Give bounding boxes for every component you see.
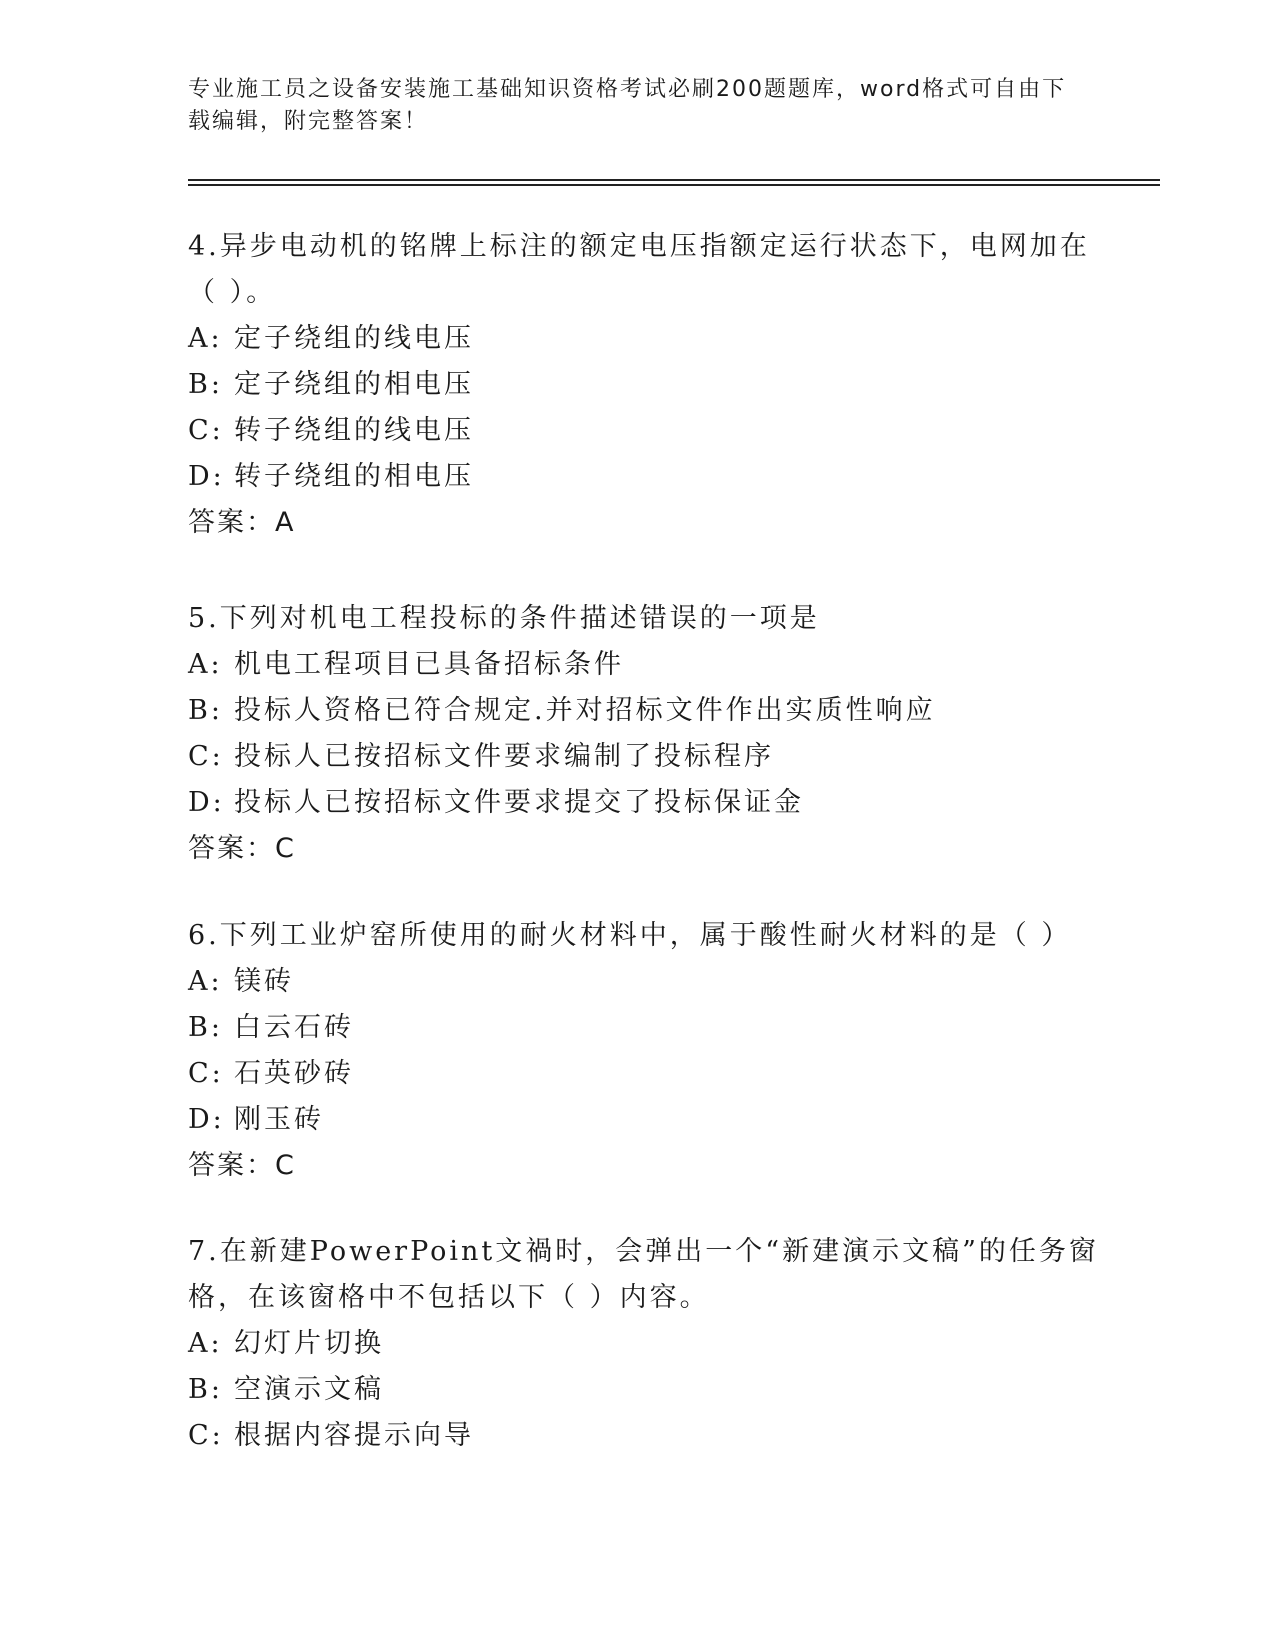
question-6 bbox=[188, 913, 1108, 1189]
option-text: 投标人资格已符合规定.并对招标文件作出实质性响应 bbox=[234, 695, 936, 726]
option-key: B: bbox=[188, 1012, 223, 1043]
option-a bbox=[188, 642, 1108, 688]
option-text: 定子绕组的线电压 bbox=[234, 323, 474, 354]
header-rule-bottom bbox=[188, 184, 1160, 186]
answer: 答案：C bbox=[188, 1150, 296, 1181]
question-stem: 5.下列对机电工程投标的条件描述错误的一项是 bbox=[188, 603, 820, 634]
answer: 答案：C bbox=[188, 833, 296, 864]
option-text: 空演示文稿 bbox=[234, 1374, 384, 1405]
header-text: 专业施工员之设备安装施工基础知识资格考试必刷200题题库，word格式可自由下载编辑，附完整答案！ bbox=[188, 77, 1067, 134]
option-text: 投标人已按招标文件要求编制了投标程序 bbox=[234, 741, 774, 772]
option-text: 镁砖 bbox=[234, 966, 294, 997]
option-key: C: bbox=[188, 1058, 224, 1089]
option-c bbox=[188, 734, 1108, 780]
option-key: C: bbox=[188, 741, 224, 772]
option-key: B: bbox=[188, 695, 223, 726]
option-c bbox=[188, 1051, 1108, 1097]
option-b bbox=[188, 1005, 1108, 1051]
question-7 bbox=[188, 1229, 1108, 1459]
option-key: A: bbox=[188, 323, 223, 354]
option-b bbox=[188, 688, 1108, 734]
option-d bbox=[188, 780, 1108, 826]
option-key: D: bbox=[188, 461, 225, 492]
option-key: C: bbox=[188, 415, 224, 446]
question-4 bbox=[188, 224, 1108, 546]
option-key: C: bbox=[188, 1420, 224, 1451]
option-a bbox=[188, 1321, 1108, 1367]
document-header bbox=[188, 74, 1088, 138]
question-5 bbox=[188, 596, 1108, 872]
option-a bbox=[188, 316, 1108, 362]
question-stem: 6.下列工业炉窑所使用的耐火材料中，属于酸性耐火材料的是（ ） bbox=[188, 920, 1072, 951]
option-b bbox=[188, 1367, 1108, 1413]
option-text: 转子绕组的线电压 bbox=[234, 415, 474, 446]
option-key: D: bbox=[188, 787, 225, 818]
option-text: 投标人已按招标文件要求提交了投标保证金 bbox=[234, 787, 804, 818]
option-key: A: bbox=[188, 966, 223, 997]
option-text: 幻灯片切换 bbox=[234, 1328, 384, 1359]
option-text: 机电工程项目已具备招标条件 bbox=[234, 649, 624, 680]
option-d bbox=[188, 454, 1108, 500]
option-key: D: bbox=[188, 1104, 225, 1135]
option-c bbox=[188, 408, 1108, 454]
option-text: 根据内容提示向导 bbox=[234, 1420, 474, 1451]
option-key: A: bbox=[188, 649, 223, 680]
option-a bbox=[188, 959, 1108, 1005]
option-text: 定子绕组的相电压 bbox=[234, 369, 474, 400]
option-d bbox=[188, 1097, 1108, 1143]
question-stem: 7.在新建PowerPoint文禍时，会弹出一个“新建演示文稿”的任务窗格，在该窗格中不包括以下（ ）内容。 bbox=[188, 1236, 1099, 1313]
question-stem: 4.异步电动机的铭牌上标注的额定电压指额定运行状态下，电网加在（ ）。 bbox=[188, 231, 1090, 308]
answer: 答案：A bbox=[188, 507, 296, 538]
option-text: 刚玉砖 bbox=[234, 1104, 324, 1135]
option-key: B: bbox=[188, 369, 223, 400]
header-rule-top bbox=[188, 179, 1160, 181]
option-b bbox=[188, 362, 1108, 408]
option-key: B: bbox=[188, 1374, 223, 1405]
option-text: 转子绕组的相电压 bbox=[234, 461, 474, 492]
option-text: 白云石砖 bbox=[234, 1012, 354, 1043]
option-key: A: bbox=[188, 1328, 223, 1359]
option-text: 石英砂砖 bbox=[234, 1058, 354, 1089]
option-c bbox=[188, 1413, 1108, 1459]
